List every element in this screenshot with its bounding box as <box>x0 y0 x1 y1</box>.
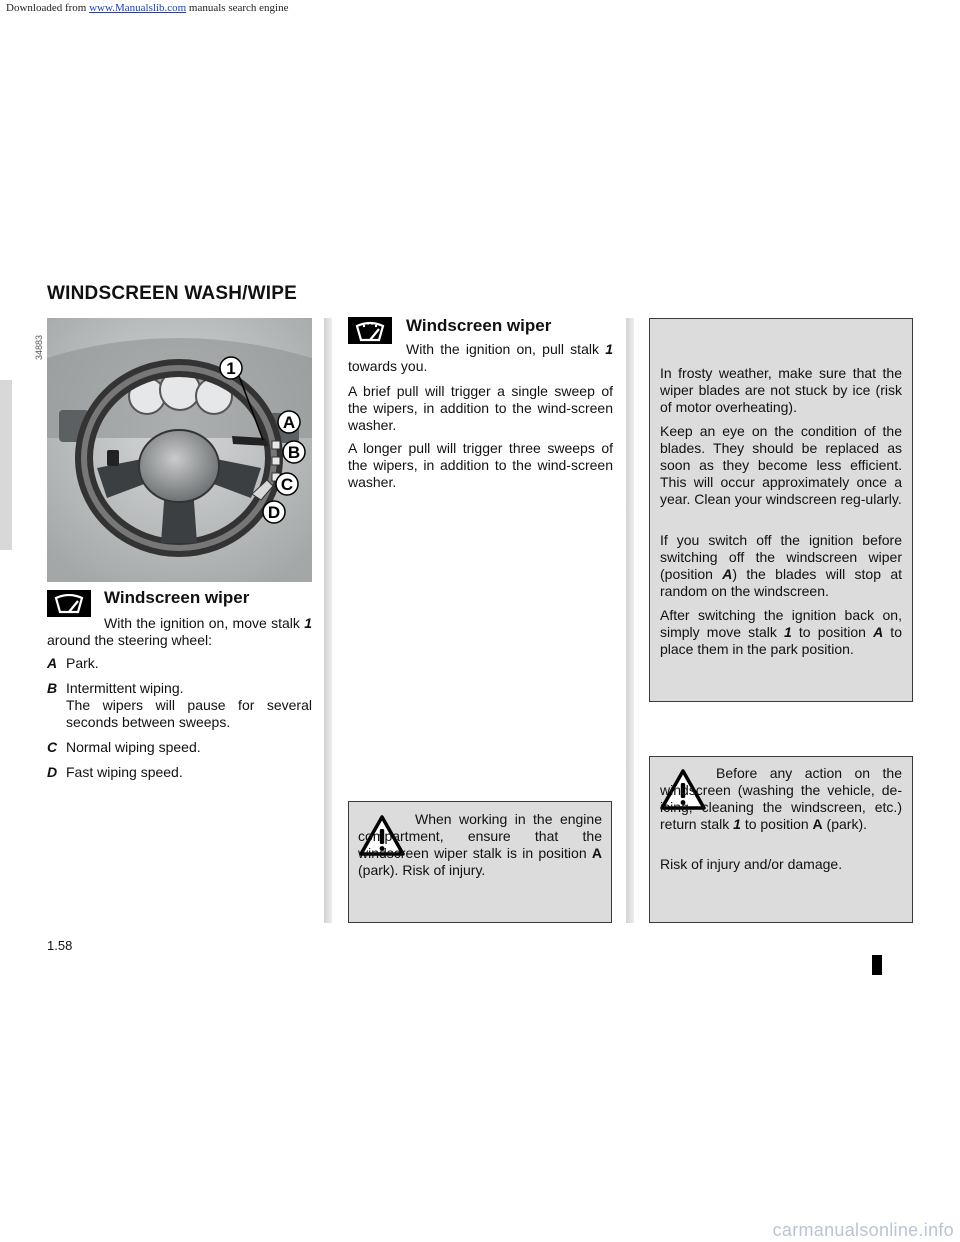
stalk-ref: 1 <box>784 624 792 640</box>
position-letter: D <box>47 764 58 780</box>
header-suffix: manuals search engine <box>186 2 289 14</box>
list-item <box>47 680 312 731</box>
windscreen-washer-icon <box>348 317 392 344</box>
figure-code <box>32 322 44 362</box>
warning-action-text-c: (park). <box>822 816 868 832</box>
washer-p1-text: With the ignition on, pull stalk <box>406 341 606 357</box>
wiper-intro-text-2: around the steering wheel: <box>47 632 212 648</box>
section-title-wiper: Windscreen wiper <box>104 588 250 607</box>
position-text-block <box>66 680 312 731</box>
position-detail: The wipers will pause for several seconds between sweeps. <box>66 697 312 730</box>
stalk-ref: 1 <box>733 816 741 832</box>
washer-p3: A longer pull will trigger three sweeps of the wipers, in addition to the wind-screen washer. <box>348 440 613 490</box>
position-ref: A <box>873 624 884 640</box>
manualslib-link[interactable]: www.Manualslib.com <box>89 2 187 14</box>
windscreen-wiper-icon <box>47 590 91 617</box>
warning-engine-text <box>358 811 602 879</box>
corner-marker <box>872 955 882 975</box>
info-p4-text-b: to position <box>791 624 874 640</box>
position-text: Intermittent wiping. <box>66 680 184 696</box>
info-p3-text-b: ) the blades will stop at random on the windscreen. <box>660 566 902 599</box>
position-ref: A <box>722 566 733 582</box>
warning-engine-box <box>348 801 612 923</box>
warning-action-box <box>649 756 913 923</box>
stalk-ref: 1 <box>605 341 613 357</box>
info-p1: In frosty weather, make sure that the wiper blades are not stuck by ice (risk of motor overheating). <box>660 365 902 415</box>
callout-c: C <box>280 475 294 494</box>
info-p4-text-c: to place them in the park position. <box>660 624 902 657</box>
warning-engine-text-a: When working in the engine compartment, ensure that the windscreen wiper stalk is in position <box>358 811 602 861</box>
info-frost-box <box>649 318 913 702</box>
callout-d: D <box>267 503 281 522</box>
list-item <box>47 655 312 672</box>
position-letter: B <box>47 680 58 696</box>
position-text: Fast wiping speed. <box>66 764 183 780</box>
stalk-ref: 1 <box>304 615 312 631</box>
svg-text:34883: 34883 <box>34 334 44 360</box>
warning-action-p2: Risk of injury and/or damage. <box>660 856 843 872</box>
position-text: Park. <box>66 655 99 671</box>
callout-1: 1 <box>226 359 236 378</box>
page-title: WINDSCREEN WASH/WIPE <box>47 283 297 304</box>
warning-engine-text-b: (park). Risk of injury. <box>358 862 486 878</box>
wiper-intro <box>47 615 312 649</box>
info-p3 <box>660 532 902 600</box>
watermark: carmanualsonline.info <box>772 1220 954 1240</box>
list-item <box>47 764 312 781</box>
callout-a: A <box>282 413 296 432</box>
washer-p1-text-end: towards you. <box>348 358 428 374</box>
steering-wheel-illustration <box>47 318 312 582</box>
column-divider <box>324 318 332 923</box>
info-p4-text-a: After switching the ignition back on, simply move stalk <box>660 607 902 640</box>
position-letter: C <box>47 739 58 755</box>
info-p3-text-a: If you switch off the ignition before switching off the windscreen wiper (position <box>660 532 902 582</box>
info-p4 <box>660 607 902 658</box>
warning-action-text-b: to position <box>740 816 813 832</box>
section-title-washer: Windscreen wiper <box>406 316 552 335</box>
position-text: Normal wiping speed. <box>66 739 201 755</box>
page-number: 1.58 <box>47 938 73 953</box>
warning-action-text-a: Before any action on the windscreen (washing the vehicle, de-icing, cleaning the windscreen, etc.) return stalk <box>660 765 902 832</box>
header-prefix: Downloaded from <box>6 2 90 14</box>
wiper-positions-list <box>47 655 312 789</box>
column-divider <box>626 318 634 923</box>
info-p2: Keep an eye on the condition of the blades. They should be replaced as soon as they become less efficient. This will occur approximately once a year. Clean your windscreen reg-ularly. <box>660 423 902 507</box>
callout-b: B <box>287 443 301 462</box>
position-ref: A <box>812 816 823 832</box>
washer-p2: A brief pull will trigger a single sweep of the wipers, in addition to the wind-screen washer. <box>348 383 613 433</box>
wiper-intro-text-1: With the ignition on, move stalk <box>104 615 305 631</box>
download-header <box>0 0 960 16</box>
washer-p1 <box>348 341 613 375</box>
list-item <box>47 739 312 756</box>
position-letter: A <box>47 655 58 671</box>
position-ref: A <box>591 845 602 861</box>
warning-action-p1 <box>660 765 902 833</box>
chapter-tab <box>0 380 12 550</box>
